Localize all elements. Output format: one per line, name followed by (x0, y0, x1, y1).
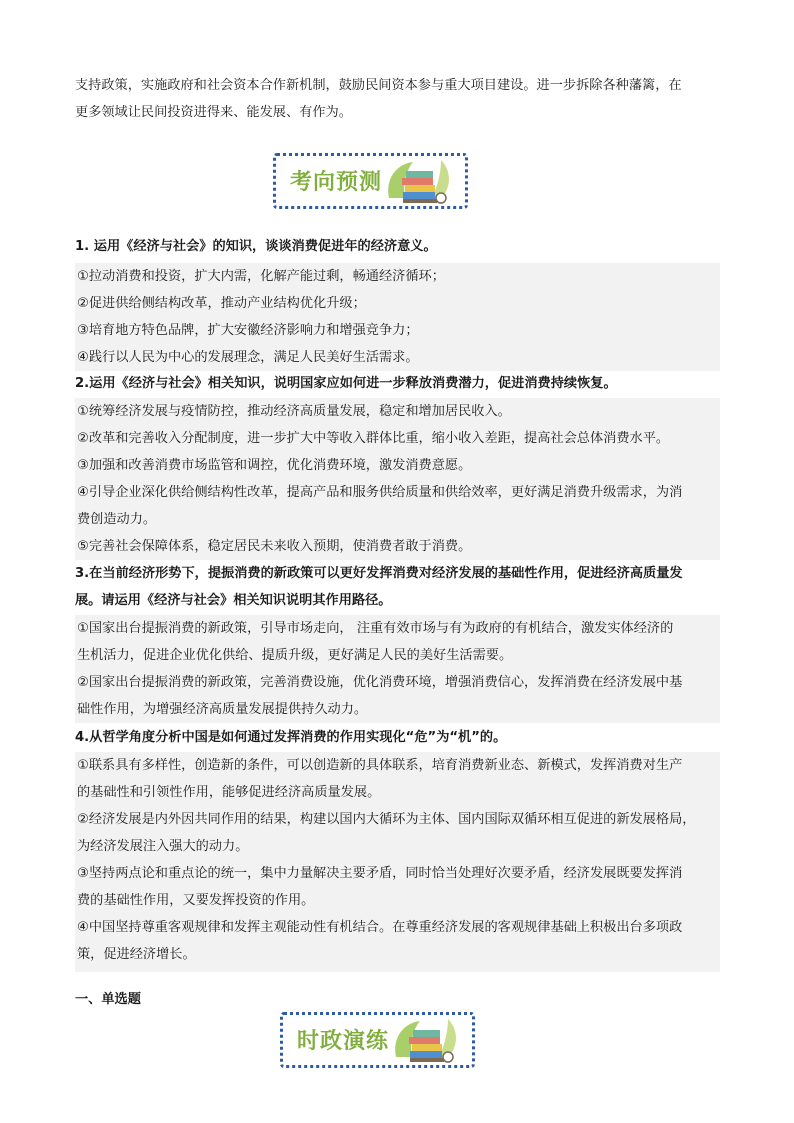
answer-line: ②促进供给侧结构改革，推动产业结构优化升级； (77, 296, 366, 311)
answer-line: ②国家出台提振消费的新政策，完善消费设施，优化消费环境，增强消费信心，发挥消费在经济发展中基 (77, 675, 683, 690)
answer-line: 策，促进经济增长。 (77, 947, 196, 962)
forecast-banner-label: 考向预测 (290, 170, 383, 195)
question-3-title-line-2: 展。请运用《经济与社会》相关知识说明其作用路径。 (75, 593, 392, 608)
practice-banner-label: 时政演练 (297, 1029, 390, 1054)
question-1-title: 1. 运用《经济与社会》的知识，谈谈消费促进年的经济意义。 (75, 239, 437, 254)
question-3-title (75, 560, 720, 614)
intro-line-1: 支持政策，实施政府和社会资本合作新机制，鼓励民间资本参与重大项目建设。进一步拆除各种藩篱，在 (75, 78, 682, 93)
answer-line: ④践行以人民为中心的发展理念，满足人民美好生活需求。 (77, 350, 419, 365)
answer-line: 为经济发展注入强大的动力。 (77, 839, 249, 854)
answer-line: ①统筹经济发展与疫情防控，推动经济高质量发展，稳定和增加居民收入。 (77, 404, 511, 419)
answer-line: ②经济发展是内外因共同作用的结果，构建以国内大循环为主体、国内国际双循环相互促进的新发展格局， (77, 812, 696, 827)
intro-line-2: 更多领域让民间投资进得来、能发展、有作为。 (75, 105, 352, 120)
answer-line: ④中国坚持尊重客观规律和发挥主观能动性有机结合。在尊重经济发展的客观规律基础上积极出台多项政 (77, 920, 683, 935)
answer-line: 生机活力，促进企业优化供给、提质升级，更好满足人民的美好生活需要。 (77, 648, 513, 663)
question-3-answer (75, 615, 720, 723)
question-1-answer (75, 263, 720, 371)
answer-line: ④引导企业深化供给侧结构性改革，提高产品和服务供给质量和供给效率，更好满足消费升级需求，为消 (77, 485, 683, 500)
answer-line: 费的基础性作用，又要发挥投资的作用。 (77, 893, 315, 908)
question-2-answer (75, 398, 720, 560)
practice-banner (280, 1012, 475, 1068)
answer-line: ②改革和完善收入分配制度，进一步扩大中等收入群体比重，缩小收入差距，提高社会总体消费水平。 (77, 431, 670, 446)
answer-line: ①拉动消费和投资，扩大内需，化解产能过剩，畅通经济循环； (77, 269, 445, 284)
question-3-title-line-1: 3.在当前经济形势下，提振消费的新政策可以更好发挥消费对经济发展的基础性作用，促进经济高质量发 (75, 566, 683, 581)
answer-line: 础性作用，为增强经济高质量发展提供持久动力。 (77, 702, 368, 717)
question-4-answer (75, 752, 720, 972)
forecast-banner (273, 153, 468, 209)
question-2-title: 2.运用《经济与社会》相关知识，说明国家应如何进一步释放消费潜力，促进消费持续恢复。 (75, 376, 617, 391)
answer-line: ①联系具有多样性，创造新的条件，可以创造新的具体联系，培育消费新业态、新模式，发挥消费对生产 (77, 758, 683, 773)
answer-line: ③培育地方特色品牌，扩大安徽经济影响力和增强竞争力； (77, 323, 419, 338)
answer-line: ③加强和改善消费市场监管和调控，优化消费环境，激发消费意愿。 (77, 458, 472, 473)
books-plant-icon (390, 1017, 464, 1069)
answer-line: ①国家出台提振消费的新政策，引导市场走向， 注重有效市场与有为政府的有机结合，激发实体经济的 (77, 621, 674, 636)
books-plant-icon (383, 158, 457, 210)
answer-line: 的基础性和引领性作用，能够促进经济高质量发展。 (77, 785, 381, 800)
intro-paragraph (75, 72, 720, 126)
question-4-title: 4.从哲学角度分析中国是如何通过发挥消费的作用实现化“危”为“机”的。 (75, 730, 507, 745)
section-title: 一、单选题 (75, 992, 141, 1007)
answer-line: 费创造动力。 (77, 512, 157, 527)
answer-line: ③坚持两点论和重点论的统一，集中力量解决主要矛盾，同时恰当处理好次要矛盾，经济发展既要发挥消 (77, 866, 683, 881)
answer-line: ⑤完善社会保障体系，稳定居民未来收入预期，使消费者敢于消费。 (77, 539, 472, 554)
